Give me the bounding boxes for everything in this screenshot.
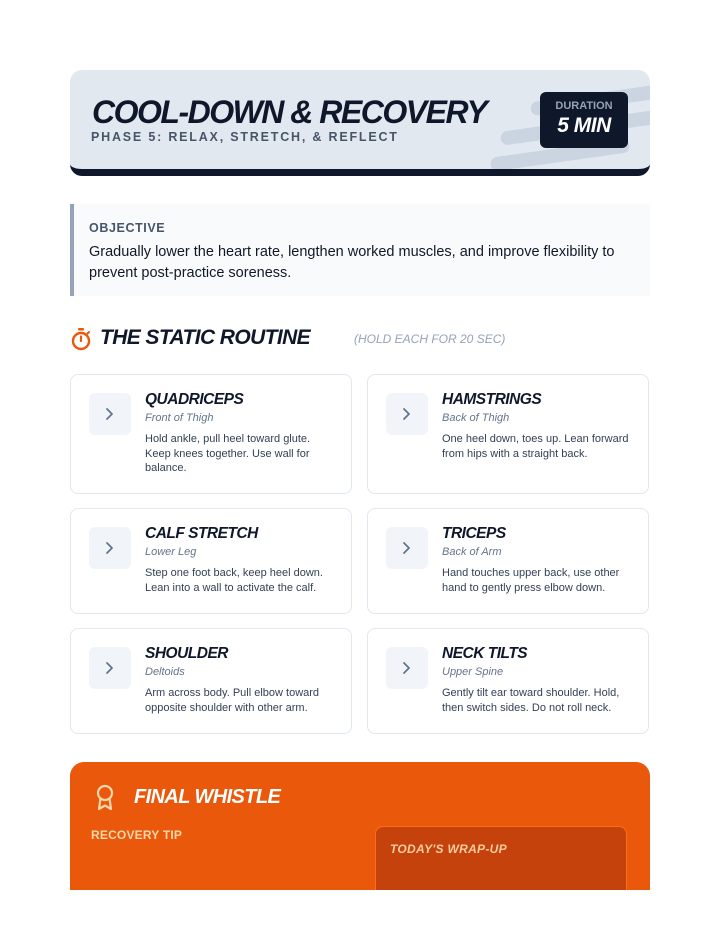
duration-badge (540, 92, 628, 148)
routine-section-header (70, 324, 650, 356)
objective-box (70, 204, 650, 296)
stretch-description: One heel down, toes up. Lean forward from hips with a straight back. (442, 433, 629, 460)
stretch-card-calf[interactable] (70, 508, 352, 614)
stretch-card-shoulder[interactable] (70, 628, 352, 734)
stretch-card-quadriceps[interactable] (70, 374, 352, 494)
chevron-right-icon (89, 393, 131, 435)
stretch-name: SHOULDER (145, 645, 228, 662)
stretch-area: Upper Spine (442, 666, 504, 678)
stretch-description: Gently tilt ear toward shoulder. Hold, then switch sides. Do not roll neck. (442, 687, 620, 714)
page-subtitle: PHASE 5: RELAX, STRETCH, & REFLECT (91, 130, 399, 144)
wrapup-label: TODAY'S WRAP-UP (390, 842, 507, 856)
stretch-area: Back of Thigh (442, 412, 510, 424)
stretch-description: Step one foot back, keep heel down. Lean into a wall to activate the calf. (145, 567, 323, 594)
stretch-description: Hand touches upper back, use other hand to gently press elbow down. (442, 567, 620, 594)
final-whistle-title: FINAL WHISTLE (134, 786, 281, 808)
stretch-card-triceps[interactable] (367, 508, 649, 614)
routine-title: THE STATIC ROUTINE (100, 326, 311, 349)
routine-note: (HOLD EACH FOR 20 SEC) (354, 332, 506, 346)
duration-value: 5 MIN (557, 114, 611, 137)
recovery-tip-label: RECOVERY TIP (91, 828, 183, 842)
final-whistle-panel (70, 762, 650, 890)
stretch-area: Deltoids (145, 666, 185, 678)
stretch-card-hamstrings[interactable] (367, 374, 649, 494)
chevron-right-icon (89, 527, 131, 569)
stretch-name: NECK TILTS (442, 645, 528, 662)
stretch-area: Back of Arm (442, 546, 502, 558)
wrapup-box (375, 826, 627, 890)
chevron-right-icon (386, 647, 428, 689)
stretch-area: Front of Thigh (145, 412, 214, 424)
stopwatch-icon (70, 327, 92, 351)
chevron-right-icon (386, 527, 428, 569)
header-card (70, 70, 650, 176)
stretch-description: Hold ankle, pull heel toward glute. Keep knees together. Use wall for balance. (145, 433, 311, 474)
stretch-area: Lower Leg (145, 546, 197, 558)
stretch-name: QUADRICEPS (145, 391, 244, 408)
stretch-name: TRICEPS (442, 525, 506, 542)
stretch-name: HAMSTRINGS (442, 391, 542, 408)
objective-text: Gradually lower the heart rate, lengthen worked muscles, and improve flexibility to prevent post-practice soreness. (89, 244, 615, 281)
chevron-right-icon (89, 647, 131, 689)
page-title: COOL-DOWN & RECOVERY (92, 94, 487, 130)
objective-label: OBJECTIVE (89, 221, 166, 235)
stretch-description: Arm across body. Pull elbow toward opposite shoulder with other arm. (145, 687, 320, 714)
award-ribbon-icon (94, 784, 116, 812)
stretch-name: CALF STRETCH (145, 525, 258, 542)
chevron-right-icon (386, 393, 428, 435)
stretch-card-neck-tilts[interactable] (367, 628, 649, 734)
duration-label: DURATION (555, 100, 613, 112)
